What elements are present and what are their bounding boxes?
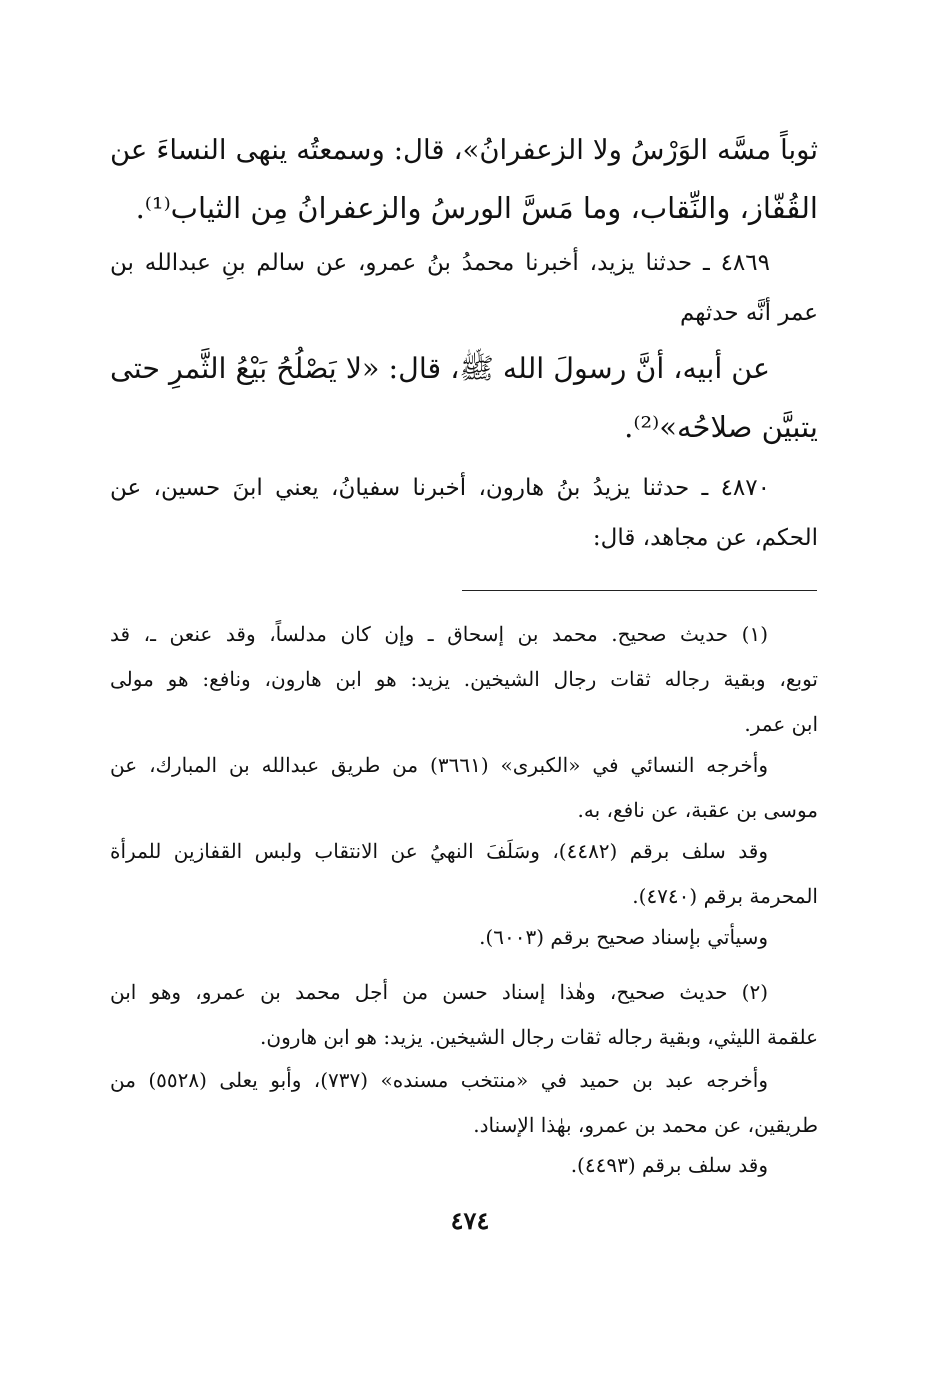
hadith-4870-isnad — [110, 463, 818, 563]
footnote-line: وسيأتي بإسناد صحيح برقم (٦٠٠٣). — [479, 925, 768, 949]
text-line: القُفّاز، والنِّقاب، وما مَسَّ الورسُ والزعفرانُ مِن الثياب⁽¹⁾. — [135, 191, 818, 225]
text-line: ٤٨٦٩ ـ حدثنا يزيد، أخبرنا محمدُ بنُ عمرو، عن سالم بنِ عبدالله بن — [110, 250, 770, 276]
footnote-line: وأخرجه النسائي في «الكبرى» (٣٦٦١) من طريق عبدالله بن المبارك، عن — [110, 753, 768, 777]
text-line: عمر أنَّه حدثهم — [679, 300, 818, 326]
footnote-line: علقمة الليثي، وبقية رجاله ثقات رجال الشيخين. يزيد: هو ابن هارون. — [260, 1025, 818, 1049]
text-line: عن أبيه، أنَّ رسولَ الله ﷺ، قال: «لا يَصْلُحُ بَيْعُ الثَّمرِ حتى — [110, 352, 770, 385]
footnote-line: طريقين، عن محمد بن عمرو، بهٰذا الإسناد. — [473, 1113, 818, 1137]
hadith-4869-matn — [110, 340, 818, 456]
footnote-line: (٢) حديث صحيح، وهٰذا إسناد حسن من أجل محمد بن عمرو، وهو ابن — [110, 980, 768, 1004]
footnote-line: المحرمة برقم (٤٧٤٠). — [632, 884, 818, 908]
footnote-1-para-3 — [110, 829, 818, 919]
footnote-1-para-2 — [110, 743, 818, 833]
footnote-2-para-2 — [110, 1058, 818, 1148]
footnote-1-para-1 — [110, 612, 818, 747]
footnote-line: موسى بن عقبة، عن نافع، به. — [577, 798, 818, 822]
footnote-line: (١) حديث صحيح. محمد بن إسحاق ـ وإن كان مدلساً، وقد عنعن ـ، قد — [110, 622, 768, 646]
footnote-line: ابن عمر. — [744, 712, 818, 736]
footnote-line: توبع، وبقية رجاله ثقات رجال الشيخين. يزيد: هو ابن هارون، ونافع: هو مولى — [110, 667, 818, 691]
hadith-4869-isnad — [110, 238, 818, 338]
text-line: يتبيَّن صلاحُه»⁽²⁾. — [624, 410, 818, 444]
paragraph-continuation — [110, 121, 818, 237]
footnote-2-para-1 — [110, 970, 818, 1060]
footnote-1-para-4 — [110, 915, 818, 960]
footnote-line: وقد سلف برقم (٤٤٨٢)، وسَلَفَ النهيُ عن الانتقاب ولبس القفازين للمرأة — [110, 839, 768, 863]
footnote-line: وأخرجه عبد بن حميد في «منتخب مسنده» (٧٣٧)، وأبو يعلى (٥٥٢٨) من — [110, 1068, 768, 1092]
footnote-divider — [462, 590, 817, 591]
footnote-line: وقد سلف برقم (٤٤٩٣). — [570, 1153, 768, 1177]
page-number: ٤٧٤ — [450, 1206, 490, 1235]
footnote-2-para-3 — [110, 1143, 818, 1188]
text-line: ثوباً مسَّه الوَرْسُ ولا الزعفرانُ»، قال: وسمعتُه ينهى النساءَ عن — [110, 134, 818, 166]
text-line: ٤٨٧٠ ـ حدثنا يزيدُ بنُ هارون، أخبرنا سفيانُ، يعني ابنَ حسين، عن — [110, 475, 770, 501]
text-line: الحكم، عن مجاهد، قال: — [592, 525, 818, 551]
